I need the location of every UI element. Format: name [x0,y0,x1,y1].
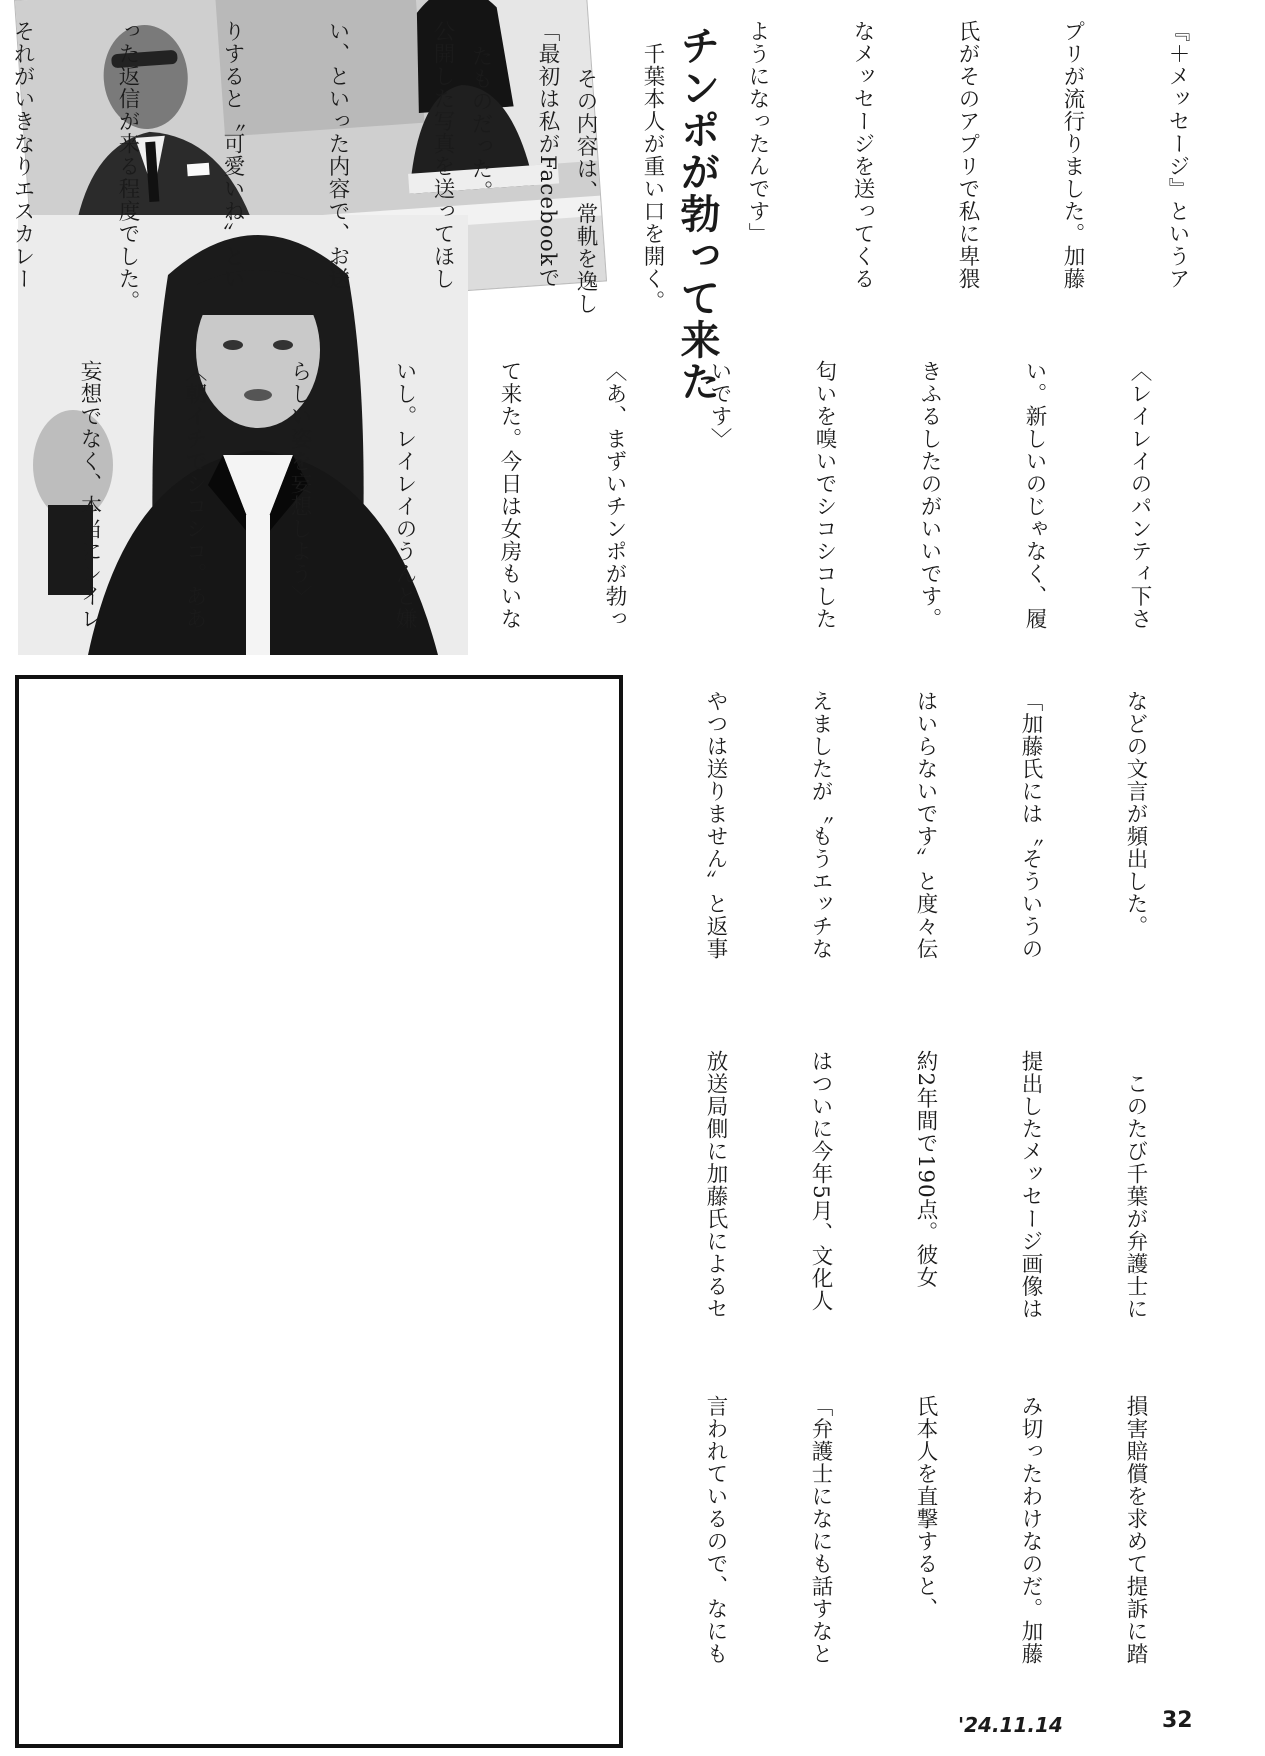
text-line: たものだった。 [468,45,493,203]
text-line: らしい姿を妄想しよう〉 [287,360,312,608]
text-line: 『＋メッセージ』というア [1165,20,1190,290]
text-line: なメッセージを送ってくる [850,20,875,290]
text-line: いし。レイレイのうんと嫌 [392,360,417,630]
upper-text-block-2 [428,45,673,315]
text-line: このたび千葉が弁護士に [1123,1050,1148,1320]
text-line: などの文言が頻出した。 [1123,690,1148,938]
text-line: プリが流行りました。加藤 [1060,20,1085,290]
issue-date: '24.11.14 [958,1713,1063,1737]
text-line: 「弁護士になにも話すなと [808,1395,833,1665]
text-line: 妄想でなく、本当にレイレ [77,360,102,630]
text-line: やつは送りません〟と返事 [703,690,728,960]
text-line: えましたが〝もうエッチな [808,690,833,960]
text-line: 〈あ、まずいチンポが勃っ [602,360,627,630]
text-line: 放送局側に加藤氏によるセ [703,1050,728,1320]
text-line: て来た。今日は女房もいな [497,360,522,630]
text-line: きふるしたのがいいです。 [917,360,942,630]
text-line: はいらないです〟と度々伝 [913,690,938,960]
text-line: ようになったんです」 [745,20,770,245]
text-line [0,360,2,650]
text-line: 約2年間で190点。彼女 [913,1050,938,1289]
text-line: はついに今年5月、文化人 [808,1050,833,1313]
text-line: 千葉本人が重い口を開く。 [640,20,665,313]
text-line: った返信が来る程度でした。 [115,20,140,313]
text-line: 氏がそのアプリで私に卑猥 [955,20,980,290]
text-line: み切ったわけなのだ。加藤 [1018,1395,1043,1665]
text-line: りすると〝可愛いね〟とい [220,20,245,290]
text-line: 公開した写真を送ってほし [430,20,455,290]
text-line: 〈朝イチでシコシコ。ああ [182,360,207,630]
text-line: い。新しいのじゃなく、履 [1022,360,1047,630]
text-line: 損害賠償を求めて提訴に踏 [1123,1395,1148,1665]
text-line: い、といった内容で、お送 [325,20,350,290]
text-line: 言われているので、なにも [703,1395,728,1665]
text-line: 匂いを嗅いでシコシコした [812,360,837,630]
section-heading: チンポが勃って来た [674,25,720,403]
upper-text-block-3 [0,360,1227,650]
text-line: 提出したメッセージ画像は [1018,1050,1043,1320]
text-line: 〈レイレイのパンティ下さ [1127,360,1152,630]
page-number: 32 [1162,1708,1193,1733]
text-line: いです〉 [707,360,732,450]
text-line: 氏本人を直撃すると、 [913,1395,938,1620]
text-line: その内容は、常軌を逸し [573,45,598,315]
blank-frame [15,675,623,1748]
text-line: 「加藤氏には〝そういうの [1018,690,1043,960]
text-line: 「最初は私がFacebookで [535,20,560,290]
text-line: それがいきなりエスカレー [10,20,35,290]
